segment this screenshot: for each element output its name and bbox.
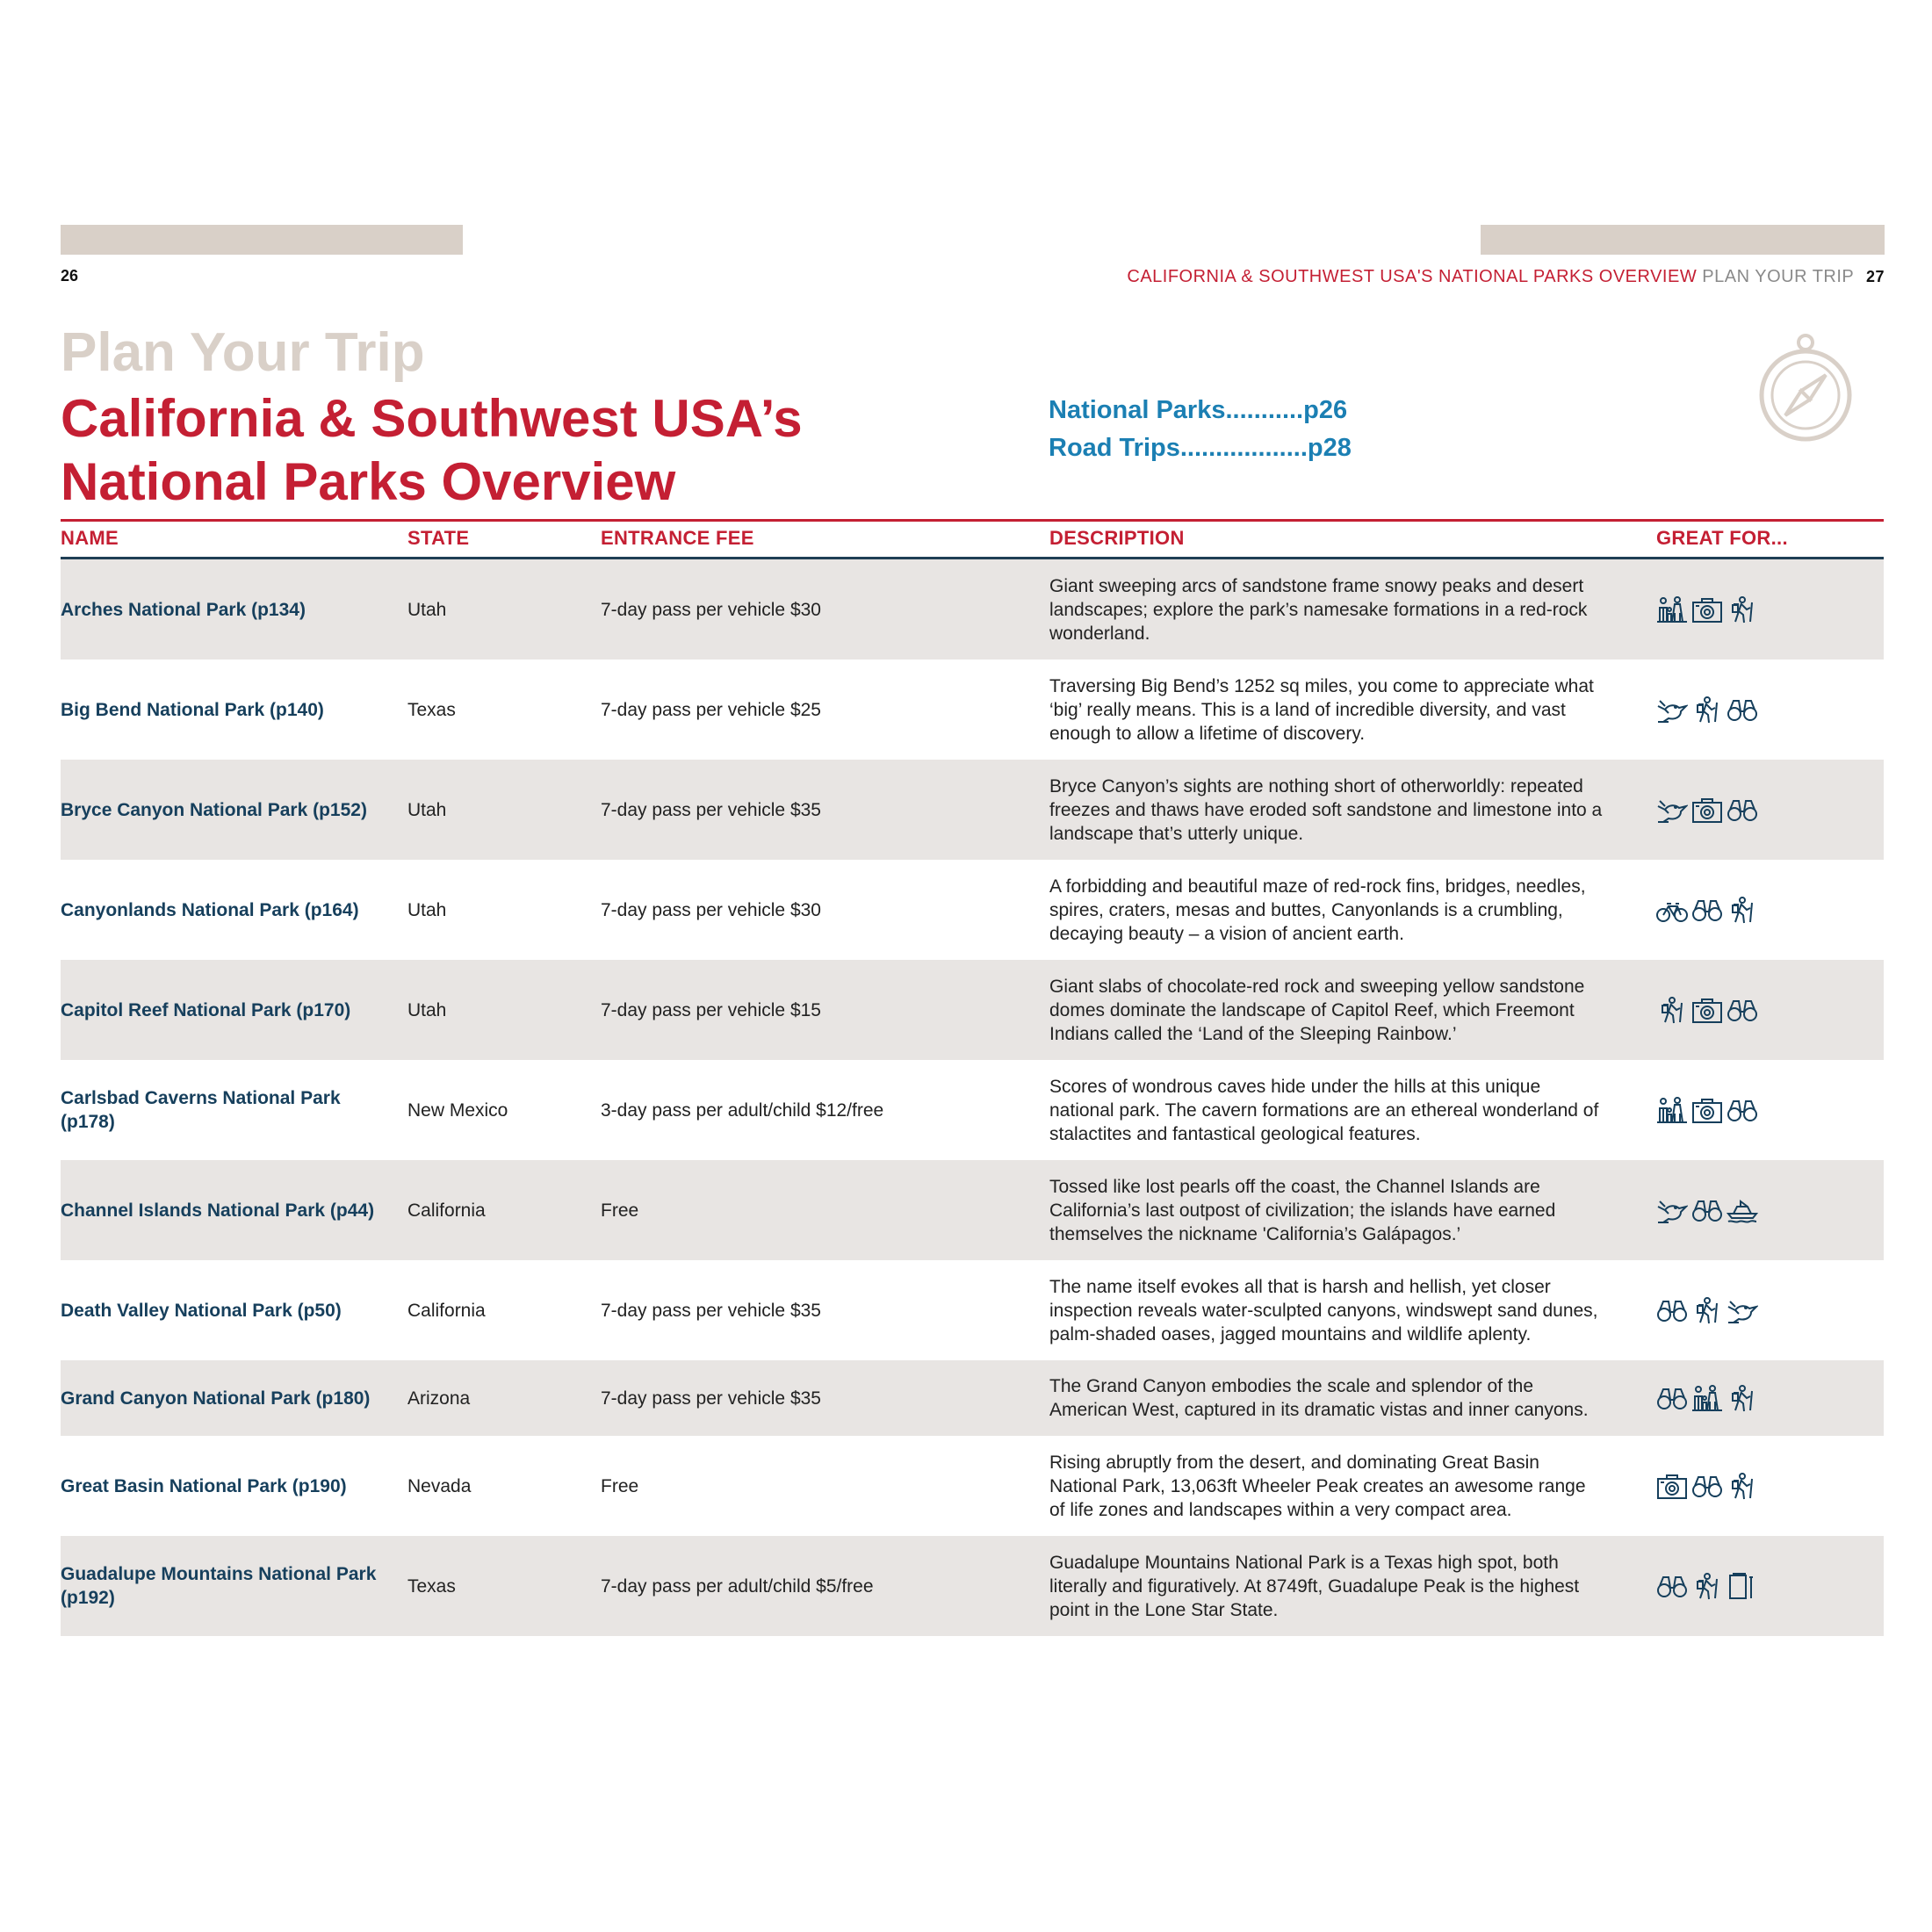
- table-row: [61, 1060, 1884, 1160]
- park-entrance-fee: 7-day pass per vehicle $35: [601, 1388, 821, 1409]
- page-number-right: 27: [1865, 268, 1885, 285]
- toc-label: National Parks: [1049, 396, 1226, 424]
- toc-item-road-trips[interactable]: [1049, 429, 1352, 467]
- great-for-icons: [1656, 1536, 1867, 1636]
- bicycle-icon: [1656, 896, 1688, 924]
- park-state: Texas: [407, 699, 456, 720]
- running-section: PLAN YOUR TRIP: [1702, 267, 1854, 286]
- bird-icon: [1656, 696, 1688, 724]
- great-for-icons: [1656, 760, 1867, 860]
- park-entrance-fee: 3-day pass per adult/child $12/free: [601, 1099, 884, 1121]
- family-icon: [1656, 1096, 1688, 1124]
- header-tab-left: [61, 225, 463, 255]
- park-name[interactable]: Guadalupe Mountains National Park (p192): [61, 1564, 377, 1608]
- section-kicker: Plan Your Trip: [61, 322, 425, 383]
- binoculars-icon: [1656, 1296, 1688, 1324]
- park-description: The Grand Canyon embodies the scale and splendor of the American West, captured in its dramatic vistas and inner canyons.: [1049, 1376, 1589, 1420]
- park-entrance-fee: 7-day pass per adult/child $5/free: [601, 1575, 874, 1597]
- park-entrance-fee: 7-day pass per vehicle $30: [601, 599, 821, 620]
- column-header-description: DESCRIPTION: [1049, 527, 1185, 549]
- binoculars-icon: [1656, 1384, 1688, 1412]
- park-description: The name itself evokes all that is harsh and hellish, yet closer inspection reveals water-sculpted canyons, windswept sand dunes, palm-shaded oases, jagged mountains and wildlife aplenty.: [1049, 1276, 1598, 1344]
- hiking-icon: [1691, 696, 1723, 724]
- hiking-icon: [1691, 1572, 1723, 1600]
- running-title: CALIFORNIA & SOUTHWEST USA'S NATIONAL PARKS OVERVIEW: [1127, 267, 1698, 286]
- great-for-icons: [1656, 860, 1867, 960]
- park-name[interactable]: Channel Islands National Park (p44): [61, 1200, 375, 1221]
- park-name[interactable]: Grand Canyon National Park (p180): [61, 1388, 371, 1409]
- parks-table: [61, 559, 1884, 1636]
- hiking-icon: [1656, 996, 1688, 1024]
- park-name[interactable]: Great Basin National Park (p190): [61, 1475, 347, 1496]
- camera-icon: [1691, 1096, 1723, 1124]
- hiking-icon: [1727, 1472, 1758, 1500]
- park-entrance-fee: 7-day pass per vehicle $15: [601, 999, 821, 1020]
- park-state: California: [407, 1200, 486, 1221]
- great-for-icons: [1656, 1060, 1867, 1160]
- park-description: Traversing Big Bend’s 1252 sq miles, you come to appreciate what ‘big’ really means. This is a land of incredible diversity, and vast enough to allow a lifetime of discovery.: [1049, 675, 1594, 744]
- park-description: Giant slabs of chocolate-red rock and sweeping yellow sandstone domes dominate the landscape of Capitol Reef, which Freemont Indians called the ‘Land of the Sleeping Rainbow.’: [1049, 976, 1585, 1044]
- table-row: [61, 1360, 1884, 1436]
- great-for-icons: [1656, 559, 1867, 660]
- park-name[interactable]: Canyonlands National Park (p164): [61, 899, 359, 920]
- hiking-icon: [1727, 595, 1758, 624]
- park-description: Guadalupe Mountains National Park is a Texas high spot, both literally and figuratively. At 8749ft, Guadalupe Peak is the highest point in the Lone Star State.: [1049, 1552, 1580, 1620]
- park-state: California: [407, 1300, 486, 1321]
- great-for-icons: [1656, 1436, 1867, 1536]
- family-icon: [1656, 595, 1688, 624]
- hiking-icon: [1727, 896, 1758, 924]
- park-description: Giant sweeping arcs of sandstone frame snowy peaks and desert landscapes; explore the park’s namesake formations in a red-rock wonderland.: [1049, 575, 1588, 644]
- great-for-icons: [1656, 960, 1867, 1060]
- toc-page: p28: [1307, 434, 1352, 462]
- binoculars-icon: [1691, 1472, 1723, 1500]
- park-state: New Mexico: [407, 1099, 508, 1121]
- great-for-icons: [1656, 1260, 1867, 1360]
- park-entrance-fee: 7-day pass per vehicle $35: [601, 1300, 821, 1321]
- table-row: [61, 760, 1884, 860]
- table-row: [61, 960, 1884, 1060]
- binoculars-icon: [1727, 996, 1758, 1024]
- bird-icon: [1656, 796, 1688, 824]
- binoculars-icon: [1727, 696, 1758, 724]
- boat-icon: [1727, 1196, 1758, 1224]
- park-description: Bryce Canyon’s sights are nothing short of otherworldly: repeated freezes and thaws have eroded soft sandstone and limestone into a landscape that’s utterly unique.: [1049, 775, 1603, 844]
- family-icon: [1691, 1384, 1723, 1412]
- page-number-left: 26: [61, 267, 79, 285]
- binoculars-icon: [1656, 1572, 1688, 1600]
- table-row: [61, 1536, 1884, 1636]
- toc-page: p26: [1303, 396, 1348, 424]
- table-row: [61, 1260, 1884, 1360]
- camera-icon: [1691, 996, 1723, 1024]
- park-name[interactable]: Big Bend National Park (p140): [61, 699, 324, 720]
- hiking-icon: [1691, 1296, 1723, 1324]
- great-for-icons: [1656, 1160, 1867, 1260]
- table-row: [61, 860, 1884, 960]
- park-state: Utah: [407, 599, 447, 620]
- park-state: Arizona: [407, 1388, 471, 1409]
- page-title: [61, 387, 983, 514]
- table-row: [61, 1160, 1884, 1260]
- park-entrance-fee: Free: [601, 1200, 639, 1221]
- table-row: [61, 660, 1884, 760]
- history-icon: [1727, 1572, 1758, 1600]
- title-line-2: National Parks Overview: [61, 452, 676, 511]
- camera-icon: [1691, 595, 1723, 624]
- park-description: Scores of wondrous caves hide under the hills at this unique national park. The cavern formations are an ethereal wonderland of stalactites and fantastical geological features.: [1049, 1076, 1599, 1144]
- park-entrance-fee: Free: [601, 1475, 639, 1496]
- table-header: [61, 527, 1884, 557]
- park-name[interactable]: Death Valley National Park (p50): [61, 1300, 342, 1321]
- running-head: [1127, 267, 1885, 287]
- park-state: Texas: [407, 1575, 456, 1597]
- park-state: Nevada: [407, 1475, 472, 1496]
- column-header-name: NAME: [61, 527, 119, 549]
- park-name[interactable]: Arches National Park (p134): [61, 599, 306, 620]
- park-description: Rising abruptly from the desert, and dominating Great Basin National Park, 13,063ft Wheeler Peak creates an awesome range of life zones and landscapes within a very compact area.: [1049, 1452, 1586, 1520]
- park-name[interactable]: Carlsbad Caverns National Park (p178): [61, 1088, 341, 1132]
- table-row: [61, 1436, 1884, 1536]
- great-for-icons: [1656, 1360, 1867, 1436]
- table-row: [61, 559, 1884, 660]
- column-header-great-for: GREAT FOR...: [1656, 527, 1788, 549]
- column-header-fee: ENTRANCE FEE: [601, 527, 754, 549]
- title-line-1: California & Southwest USA’s: [61, 389, 803, 448]
- header-tab-right: [1481, 225, 1885, 255]
- park-entrance-fee: 7-day pass per vehicle $35: [601, 799, 821, 820]
- park-entrance-fee: 7-day pass per vehicle $25: [601, 699, 821, 720]
- park-name[interactable]: Capitol Reef National Park (p170): [61, 999, 351, 1020]
- park-name[interactable]: Bryce Canyon National Park (p152): [61, 799, 367, 820]
- binoculars-icon: [1727, 796, 1758, 824]
- great-for-icons: [1656, 660, 1867, 760]
- bird-icon: [1727, 1296, 1758, 1324]
- column-header-state: STATE: [407, 527, 470, 549]
- binoculars-icon: [1691, 896, 1723, 924]
- toc-item-national-parks[interactable]: [1049, 392, 1352, 429]
- table-top-rule: [61, 519, 1884, 522]
- hiking-icon: [1727, 1384, 1758, 1412]
- camera-icon: [1691, 796, 1723, 824]
- binoculars-icon: [1691, 1196, 1723, 1224]
- park-state: Utah: [407, 999, 447, 1020]
- table-of-contents: [1049, 392, 1352, 467]
- park-state: Utah: [407, 899, 447, 920]
- park-entrance-fee: 7-day pass per vehicle $30: [601, 899, 821, 920]
- bird-icon: [1656, 1196, 1688, 1224]
- park-description: A forbidding and beautiful maze of red-rock fins, bridges, needles, spires, craters, mesas and buttes, Canyonlands is a crumbling, decaying beauty – a vision of ancient earth.: [1049, 876, 1586, 944]
- toc-label: Road Trips: [1049, 434, 1180, 462]
- toc-dots: ...........: [1225, 396, 1304, 424]
- camera-icon: [1656, 1472, 1688, 1500]
- binoculars-icon: [1727, 1096, 1758, 1124]
- park-state: Utah: [407, 799, 447, 820]
- toc-dots: ..................: [1179, 434, 1308, 462]
- park-description: Tossed like lost pearls off the coast, the Channel Islands are California’s last outpost of civilization; the islands have earned themselves the nickname 'California’s Galápagos.’: [1049, 1176, 1556, 1244]
- compass-icon: [1757, 332, 1854, 446]
